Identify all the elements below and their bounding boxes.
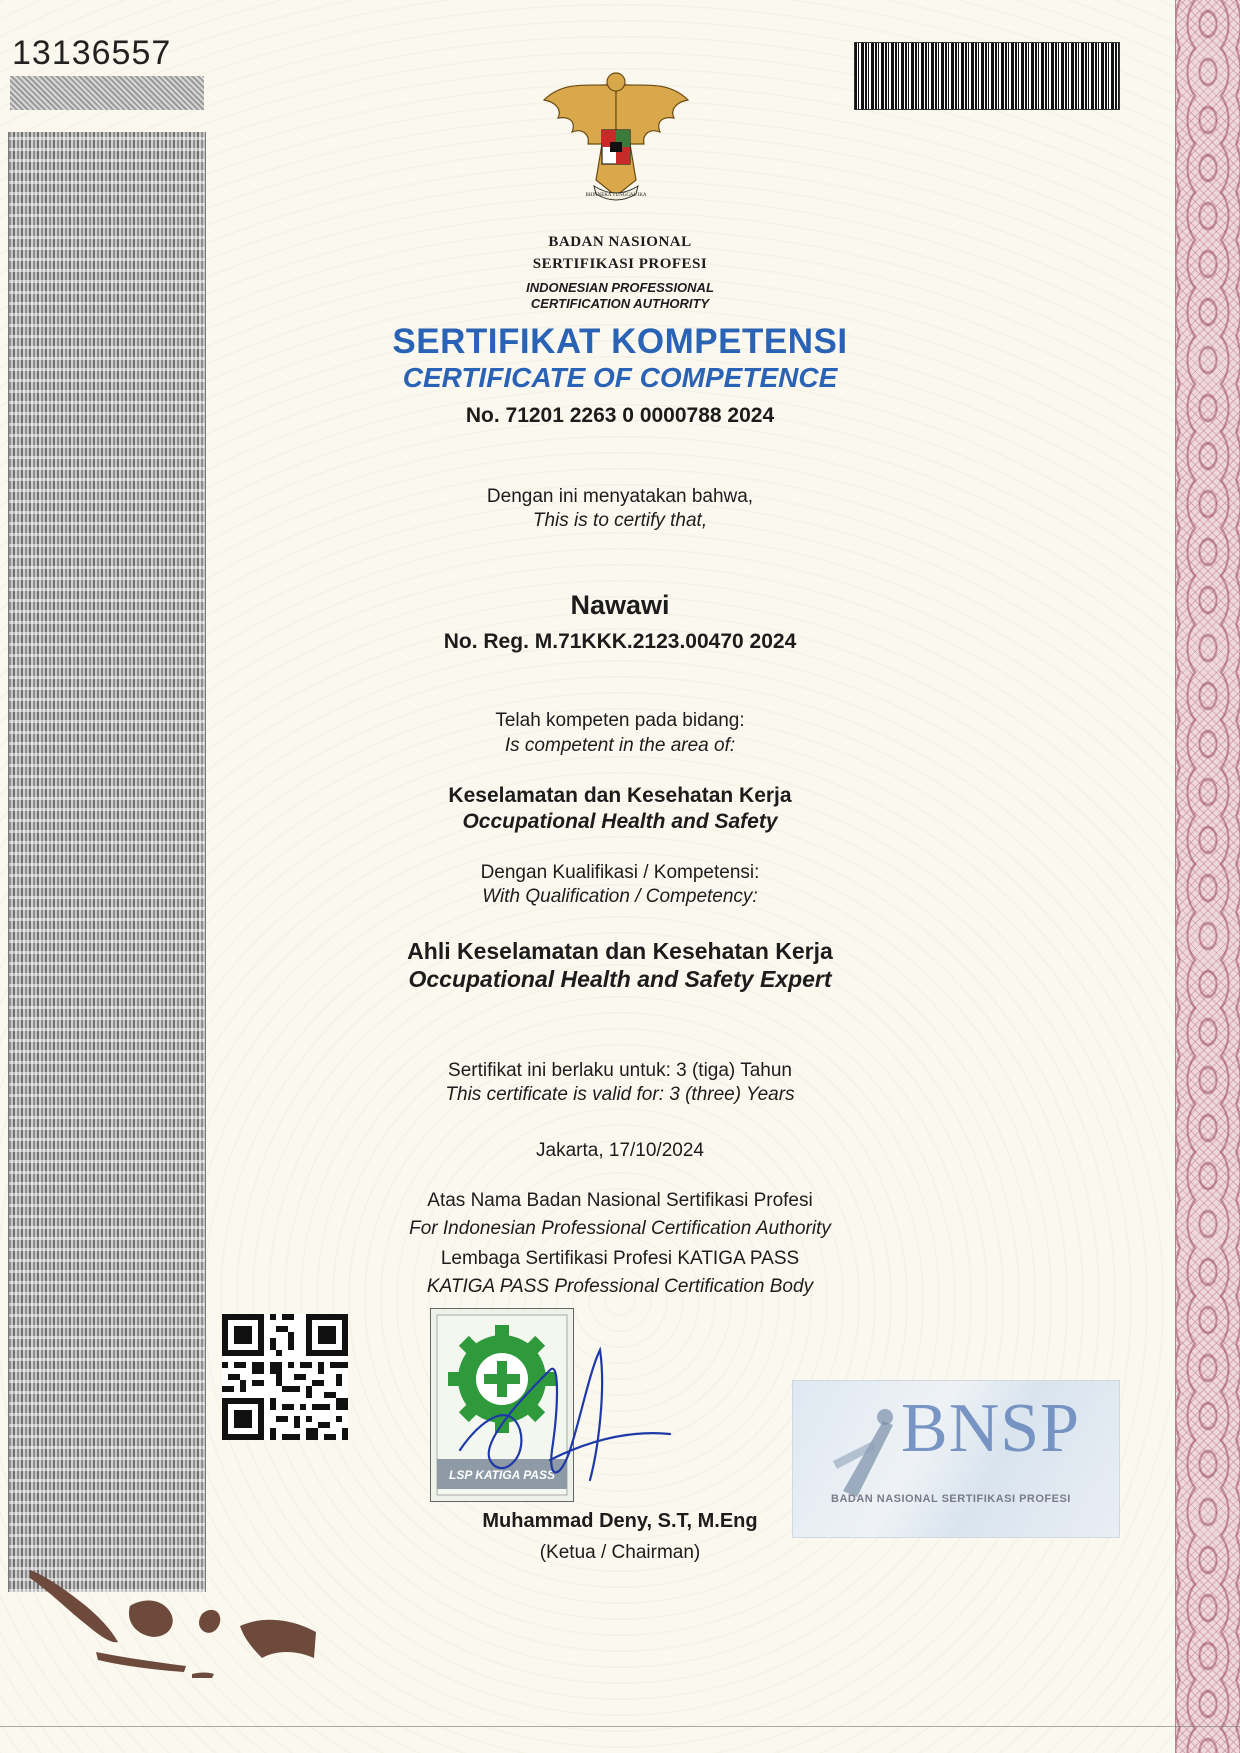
declaration-text-en: This is to certify that, [532,510,708,531]
security-hatch [10,76,204,110]
bnsp-hologram-icon [792,1380,1120,1538]
declaration-text: Dengan ini menyatakan bahwa, [486,486,754,507]
authority-name-en-line-1: INDONESIAN PROFESSIONAL [526,280,714,295]
signatory-name: Muhammad Deny, S.T, M.Eng [482,1510,758,1532]
holder-registration: No. Reg. M.71KKK.2123.00470 2024 [443,630,797,653]
issuer-behalf-en: For Indonesian Professional Certification Authority [409,1218,831,1239]
competence-label: Telah kompeten pada bidang: [495,710,745,731]
garuda-emblem-icon [536,60,696,220]
lsp-logo-text: LSP KATIGA PASS [448,1468,556,1482]
qualification-label: Dengan Kualifikasi / Kompetensi: [480,862,760,883]
barcode-icon [854,42,1120,110]
authority-name-en-line-2: CERTIFICATION AUTHORITY [530,296,710,311]
emblem-motto: BHINNEKA TUNGGAL IKA [585,193,647,198]
qualification-value: Ahli Keselamatan dan Kesehatan Kerja [407,938,833,964]
place-date: Jakarta, 17/10/2024 [536,1140,704,1161]
holder-name: Nawawi [570,590,670,620]
scan-edge [0,1726,1240,1727]
authority-name-line-1: BADAN NASIONAL [548,234,692,250]
qr-code-icon[interactable] [222,1314,348,1440]
serial-number: 13136557 [12,34,172,72]
hologram-subtext: BADAN NASIONAL SERTIFIKASI PROFESI [831,1493,1071,1505]
signatory-title: (Ketua / Chairman) [539,1542,701,1563]
authority-name-line-2: SERTIFIKASI PROFESI [532,256,708,272]
certificate-number: No. 71201 2263 0 0000788 2024 [465,404,775,427]
competence-field: Keselamatan dan Kesehatan Kerja [448,784,792,807]
certificate-title-en: CERTIFICATE OF COMPETENCE [402,362,838,393]
hologram-text: BNSP [901,1390,1081,1467]
issuer-lsp: Lembaga Sertifikasi Profesi KATIGA PASS [440,1248,800,1269]
issuer-lsp-en: KATIGA PASS Professional Certification Body [426,1276,814,1297]
competence-field-en: Occupational Health and Safety [462,810,778,833]
qualification-label-en: With Qualification / Competency: [482,886,758,907]
validity-text-en: This certificate is valid for: 3 (three) Years [445,1084,795,1105]
competence-label-en: Is competent in the area of: [504,735,736,756]
certificate-title: SERTIFIKAT KOMPETENSI [392,322,848,361]
issuer-behalf: Atas Nama Badan Nasional Sertifikasi Profesi [427,1190,813,1211]
signature-icon [440,1330,680,1510]
qualification-value-en: Occupational Health and Safety Expert [408,966,832,992]
validity-text: Sertifikat ini berlaku untuk: 3 (tiga) Tahun [448,1060,792,1081]
indonesia-map-icon [26,1566,326,1686]
